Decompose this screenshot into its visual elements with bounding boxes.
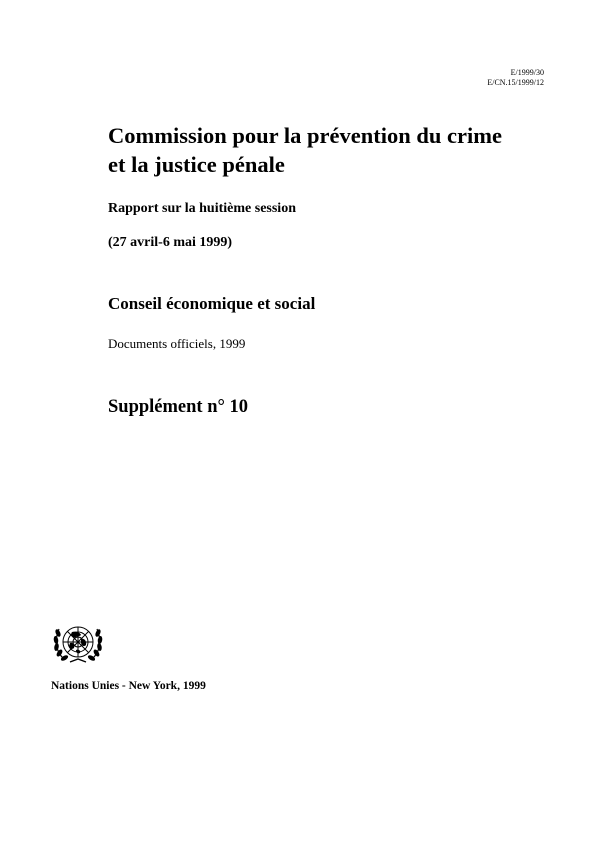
- document-symbol: E/1999/30: [510, 68, 544, 77]
- council-name: Conseil économique et social: [108, 294, 316, 313]
- publisher-footer: Nations Unies - New York, 1999: [51, 680, 206, 692]
- supplement-number: Supplément n° 10: [108, 397, 249, 417]
- document-symbol: E/CN.15/1999/12: [487, 78, 544, 87]
- session-dates: (27 avril-6 mai 1999): [108, 235, 233, 250]
- un-emblem-icon: [50, 619, 106, 667]
- document-symbols: [487, 68, 544, 88]
- official-records: Documents officiels, 1999: [108, 336, 246, 351]
- title-line: Commission pour la prévention du crime: [108, 123, 502, 148]
- document-title: [108, 121, 558, 179]
- report-subtitle: Rapport sur la huitième session: [108, 201, 296, 216]
- title-line: et la justice pénale: [108, 152, 285, 177]
